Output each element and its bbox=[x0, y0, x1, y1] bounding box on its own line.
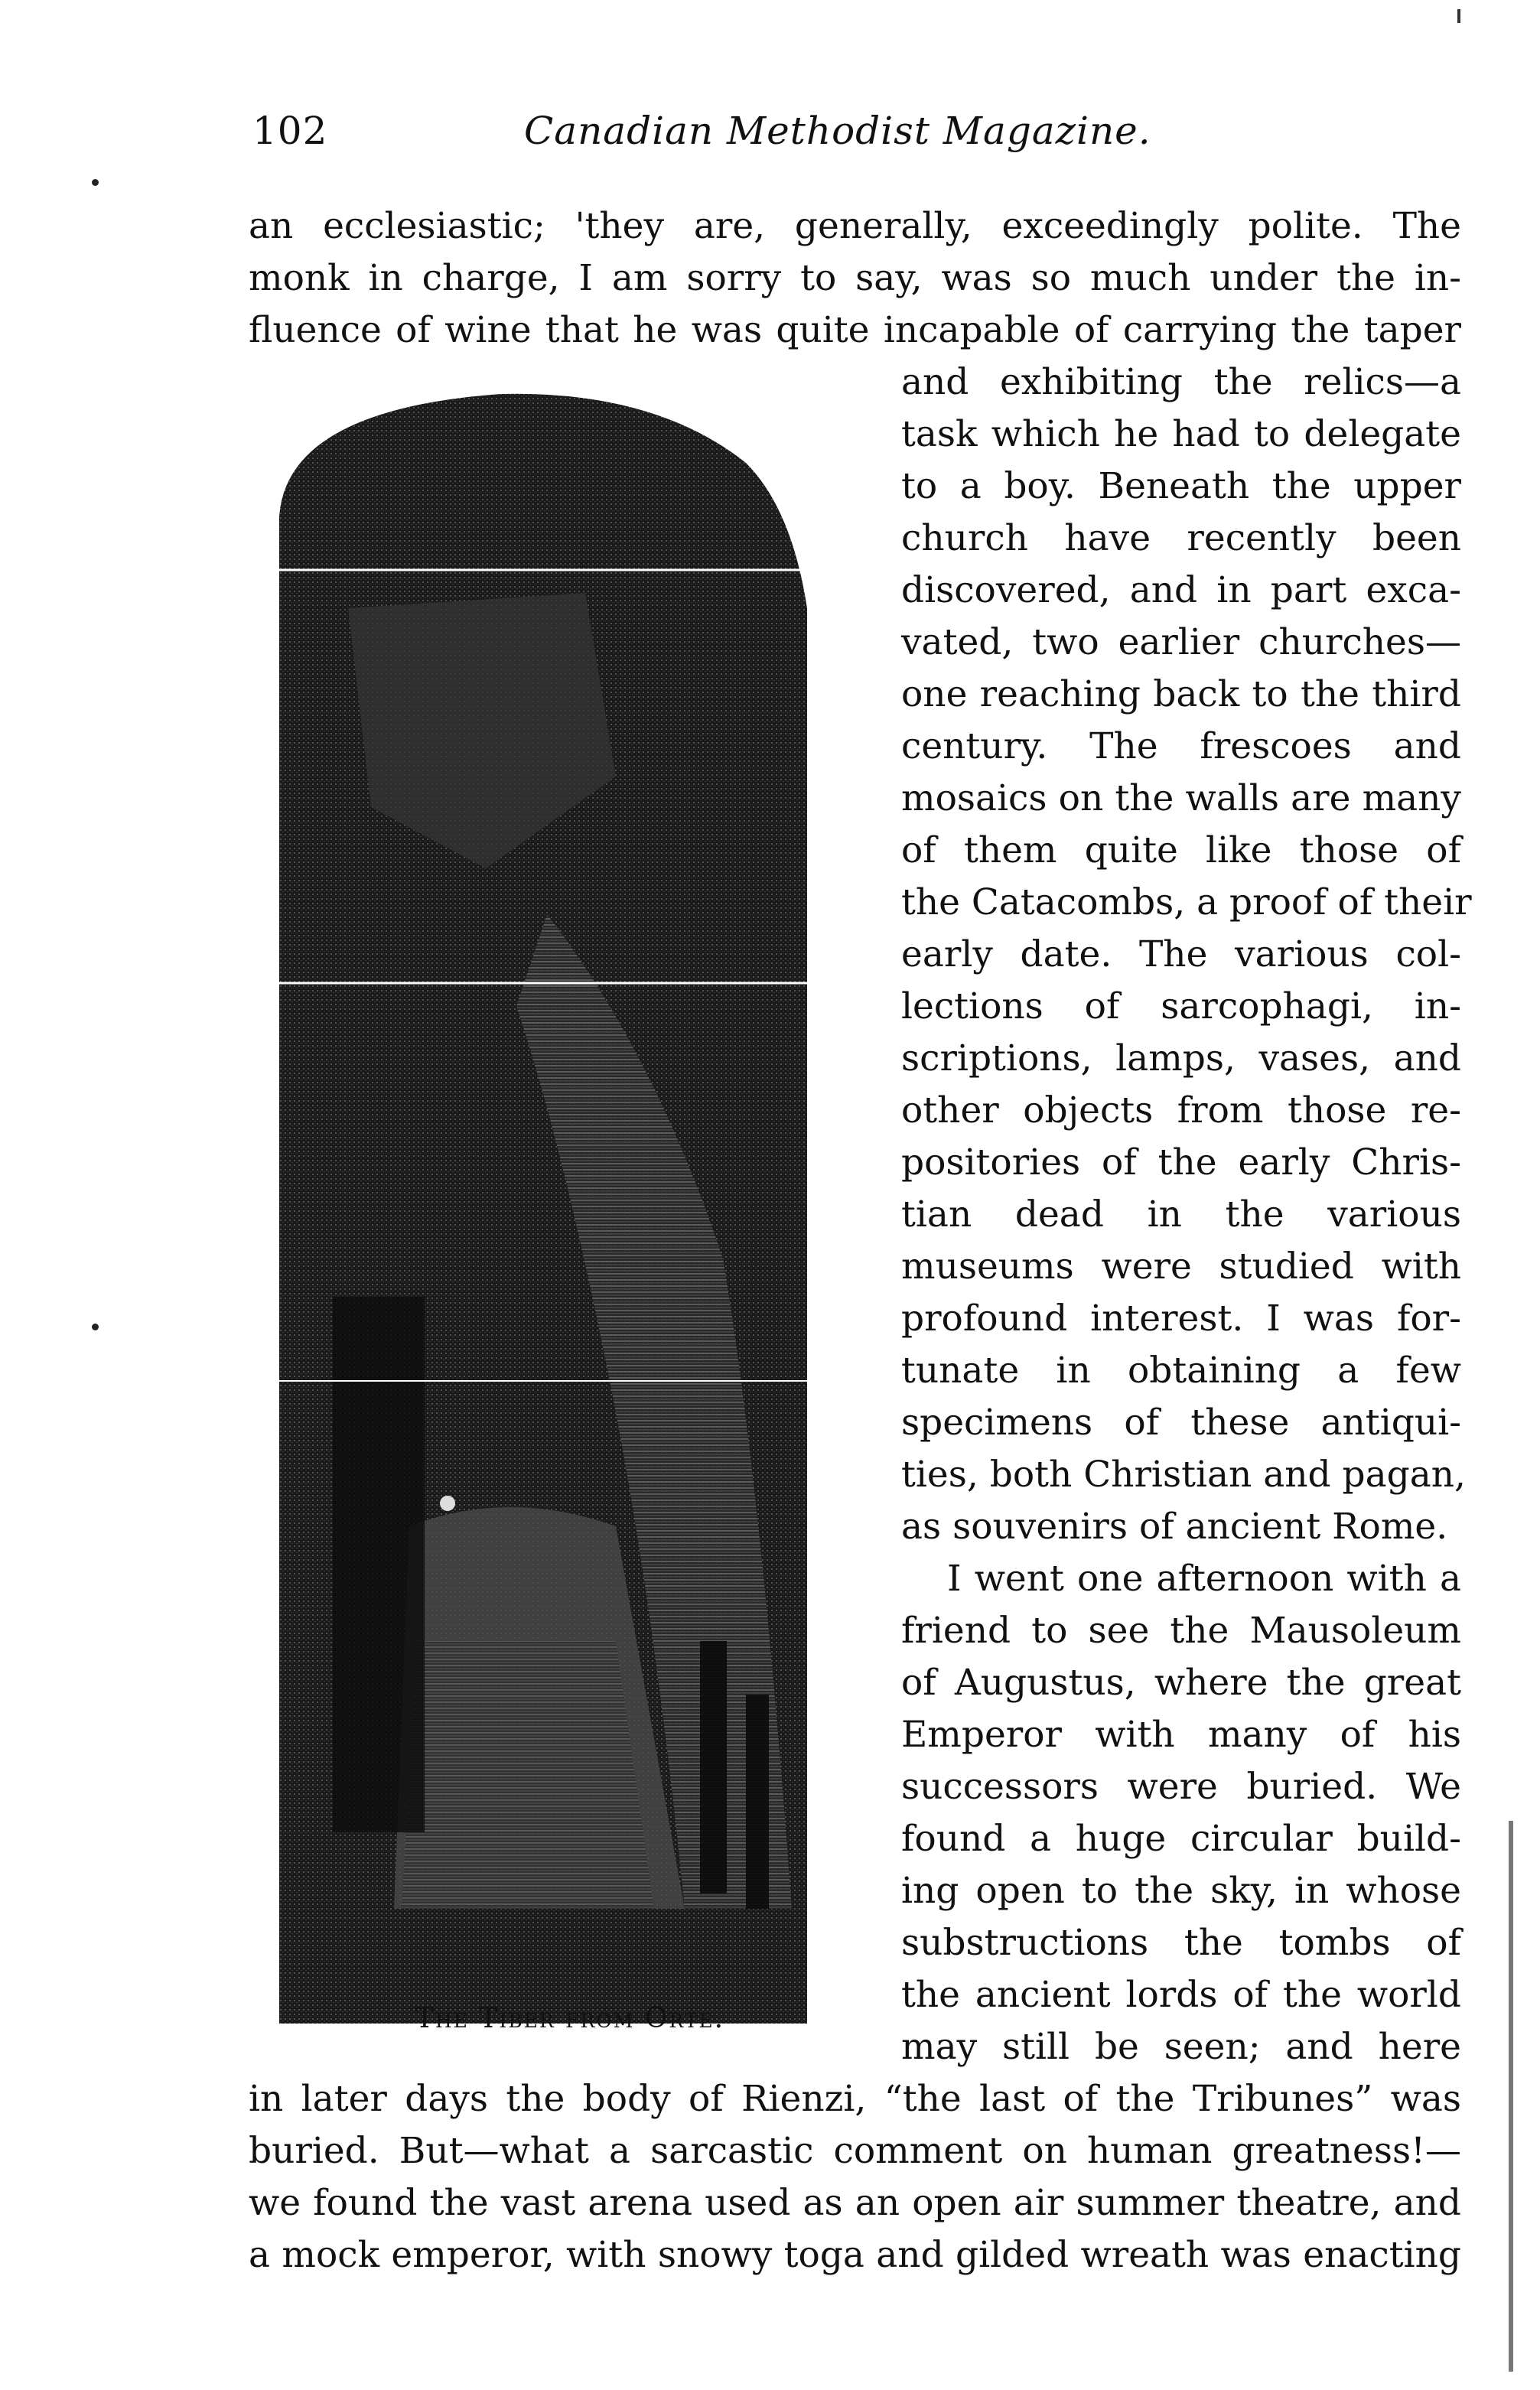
text-line: of Augustus, where the great bbox=[901, 1662, 1461, 1704]
text-line: other objects from those re- bbox=[901, 1089, 1461, 1132]
margin-dot bbox=[92, 1324, 99, 1330]
text-line: the Catacombs, a proof of their bbox=[901, 881, 1472, 923]
text-line: fluence of wine that he was quite incapable of carrying the taper bbox=[249, 309, 1461, 351]
text-line: ing open to the sky, in whose bbox=[901, 1870, 1461, 1912]
margin-dot bbox=[92, 179, 99, 186]
text-line: vated, two earlier churches— bbox=[901, 621, 1461, 663]
text-line: tunate in obtaining a few bbox=[901, 1350, 1461, 1392]
text-line: a mock emperor, with snowy toga and gilded wreath was enacting bbox=[249, 2234, 1461, 2276]
text-line: and exhibiting the relics—a bbox=[901, 361, 1461, 403]
text-line: I went one afternoon with a bbox=[947, 1558, 1461, 1600]
tiber-engraving-image bbox=[256, 379, 884, 2024]
text-line: one reaching back to the third bbox=[901, 673, 1461, 715]
text-line: profound interest. I was for- bbox=[901, 1298, 1461, 1340]
text-line: church have recently been bbox=[901, 517, 1461, 559]
text-line: specimens of these antiqui- bbox=[901, 1402, 1461, 1444]
text-line: scriptions, lamps, vases, and bbox=[901, 1037, 1461, 1079]
text-line: friend to see the Mausoleum bbox=[901, 1610, 1461, 1652]
text-line: in later days the body of Rienzi, “the last of the Tribunes” was bbox=[249, 2078, 1461, 2120]
text-line: ties, both Christian and pagan, bbox=[901, 1454, 1466, 1496]
text-line: buried. But—what a sarcastic comment on human greatness!— bbox=[249, 2130, 1461, 2172]
text-line: we found the vast arena used as an open air summer theatre, and bbox=[249, 2182, 1461, 2224]
text-line: task which he had to delegate bbox=[901, 413, 1461, 455]
page-number: 102 bbox=[252, 109, 328, 153]
text-line: found a huge circular build- bbox=[901, 1818, 1461, 1860]
text-line: successors were buried. We bbox=[901, 1766, 1461, 1808]
text-line: tian dead in the various bbox=[901, 1193, 1461, 1236]
text-line: lections of sarcophagi, in- bbox=[901, 985, 1461, 1027]
text-line: museums were studied with bbox=[901, 1245, 1461, 1288]
text-line: of them quite like those of bbox=[901, 829, 1461, 871]
text-line: the ancient lords of the world bbox=[901, 1974, 1461, 2016]
scan-edge-shadow bbox=[1509, 1821, 1513, 2372]
text-line: positories of the early Chris- bbox=[901, 1141, 1461, 1184]
text-line: century. The frescoes and bbox=[901, 725, 1461, 767]
scan-mark bbox=[1457, 9, 1460, 23]
text-line: early date. The various col- bbox=[901, 933, 1461, 975]
text-line: mosaics on the walls are many bbox=[901, 777, 1461, 819]
text-line: substructions the tombs of bbox=[901, 1922, 1461, 1964]
text-line: discovered, and in part exca- bbox=[901, 569, 1461, 611]
text-line: monk in charge, I am sorry to say, was so much under the in- bbox=[249, 257, 1461, 299]
figure-caption: The Tiber from Orte. bbox=[415, 2003, 725, 2034]
text-line: Emperor with many of his bbox=[901, 1714, 1461, 1756]
text-line: to a boy. Beneath the upper bbox=[901, 465, 1461, 507]
engraving-illustration bbox=[256, 379, 884, 2024]
text-line: an ecclesiastic; 'they are, generally, exceedingly polite. The bbox=[249, 205, 1461, 247]
text-line: may still be seen; and here bbox=[901, 2026, 1461, 2068]
text-line: as souvenirs of ancient Rome. bbox=[901, 1506, 1448, 1548]
running-title: Canadian Methodist Magazine. bbox=[524, 109, 1151, 153]
